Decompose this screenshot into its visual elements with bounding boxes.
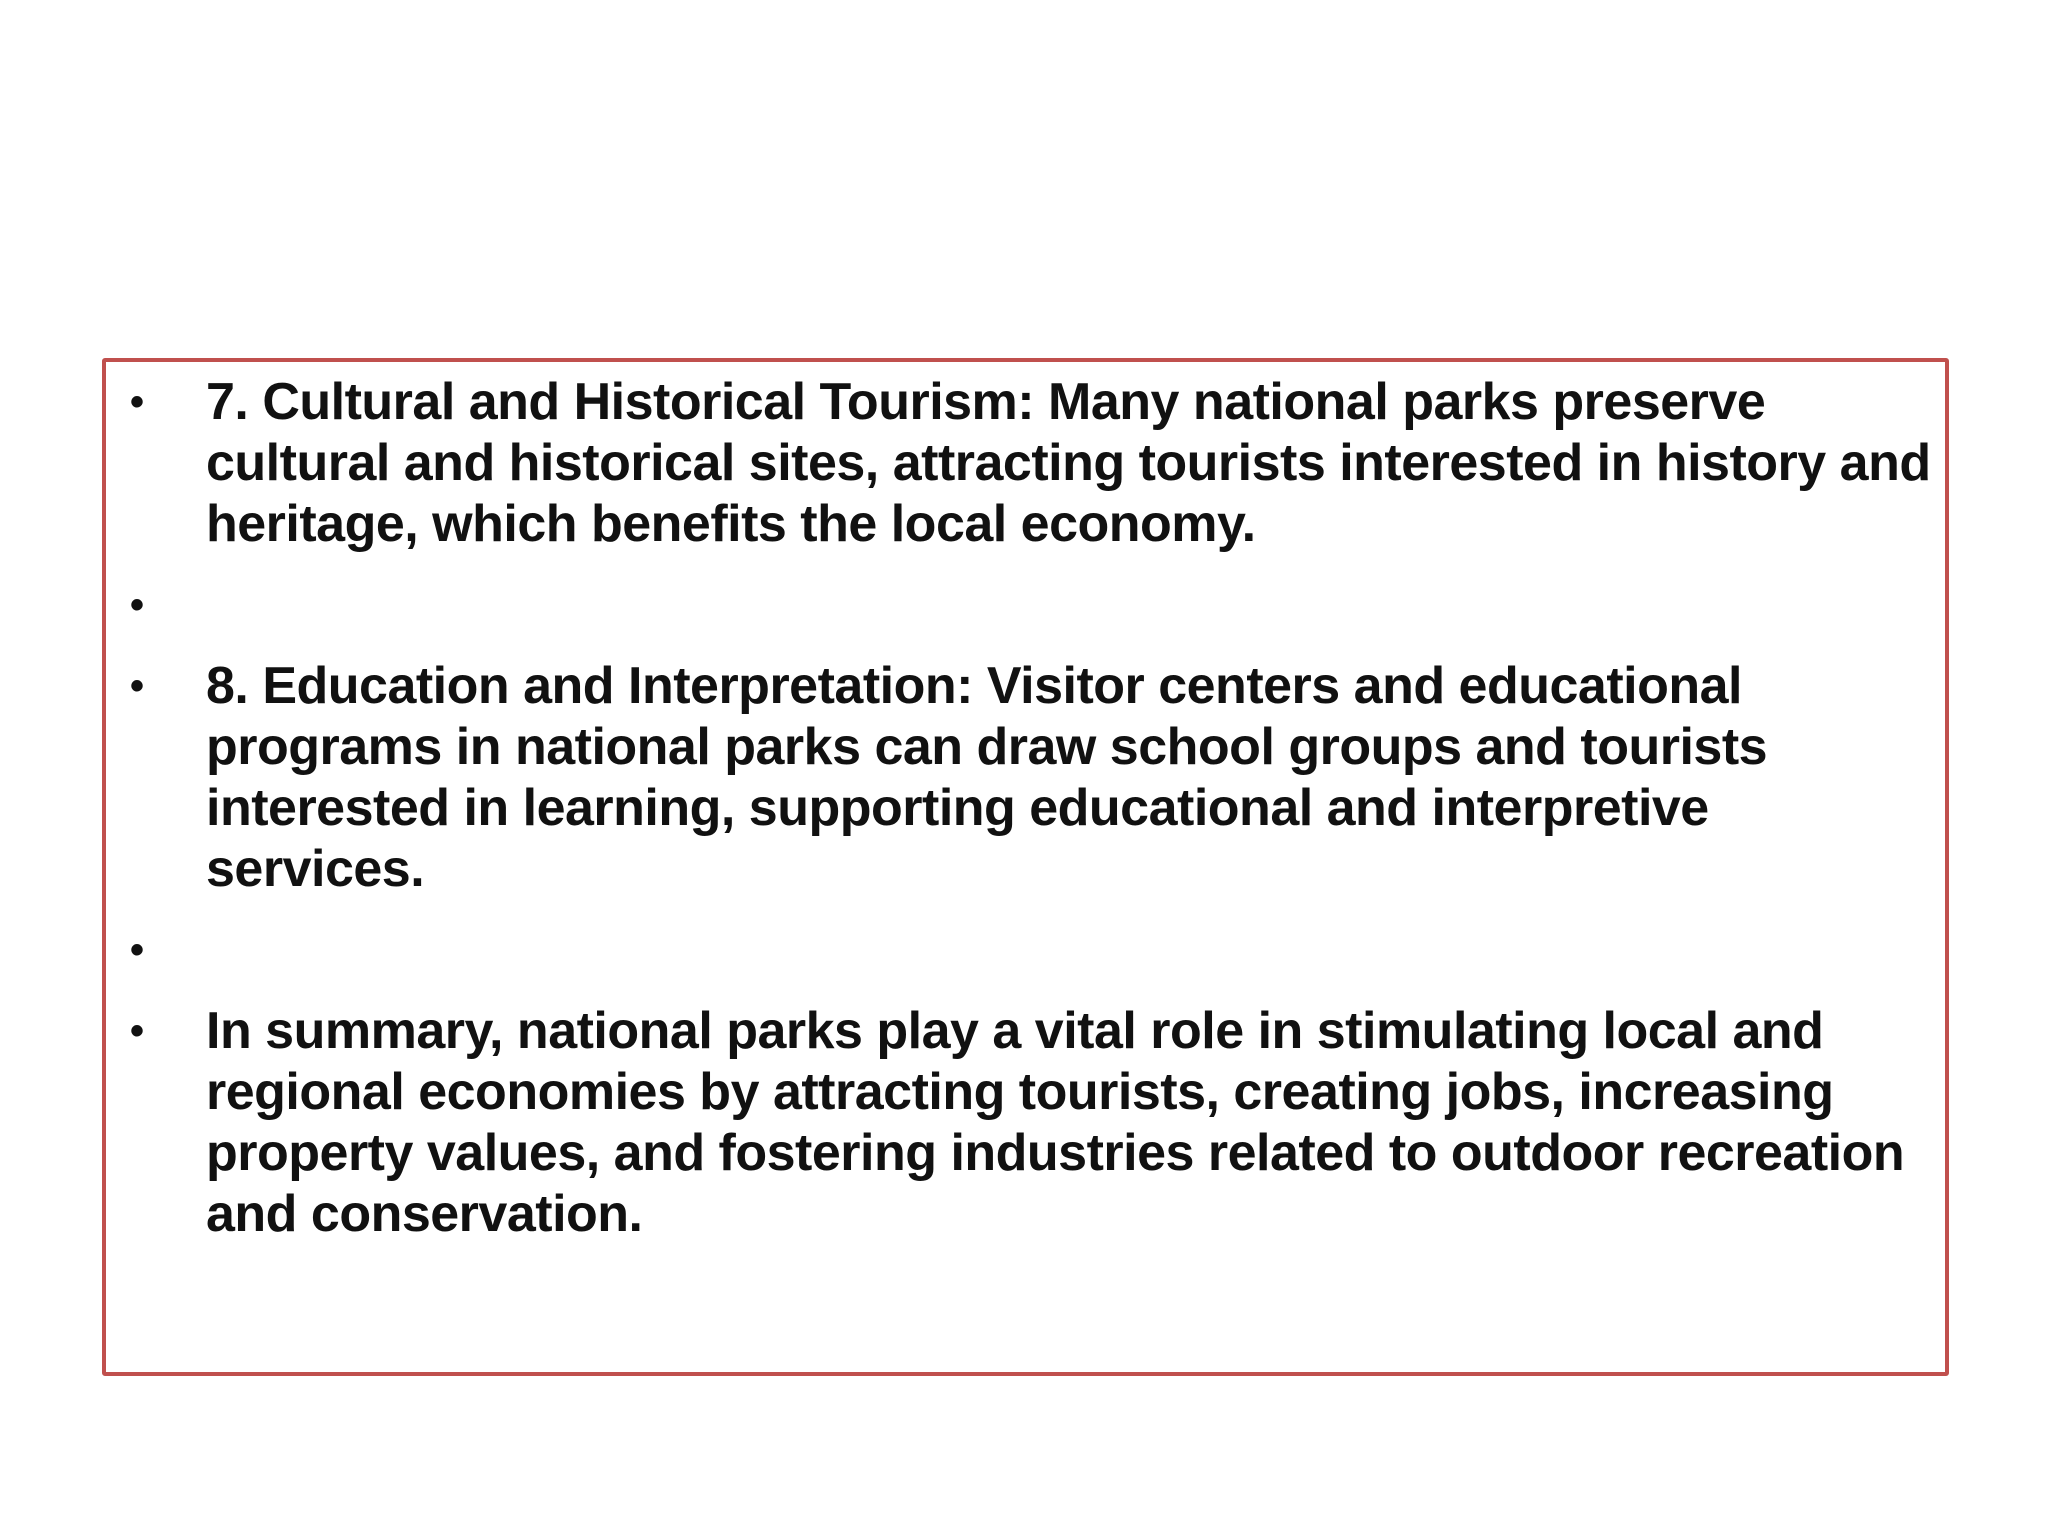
bullet-text: 8. Education and Interpretation: Visitor centers and educational programs in national parks can draw school groups and tourists interested in learning, supporting educational and interpretive services. [206,657,1768,898]
bullet-item-cultural-tourism [130,372,1935,555]
bullet-item-empty [130,575,1935,636]
bullet-item-education [130,656,1935,900]
bullet-text: In summary, national parks play a vital role in stimulating local and regional economies by attracting tourists, creating jobs, increasing property values, and fostering industries related to outdoor recreation and conservation. [206,1002,1905,1243]
bullet-icon: • [130,380,144,424]
bullet-item-summary [130,1001,1935,1245]
bullet-icon: • [130,1009,144,1053]
bullet-text: 7. Cultural and Historical Tourism: Many national parks preserve cultural and historical sites, attracting tourists interested in history and heritage, which benefits the local economy. [206,373,1931,553]
bullet-item-empty [130,920,1935,981]
bullet-icon: • [130,583,144,627]
bullet-list [130,372,1935,1265]
bullet-icon: • [130,928,144,972]
bullet-icon: • [130,664,144,708]
content-box [102,358,1949,1376]
